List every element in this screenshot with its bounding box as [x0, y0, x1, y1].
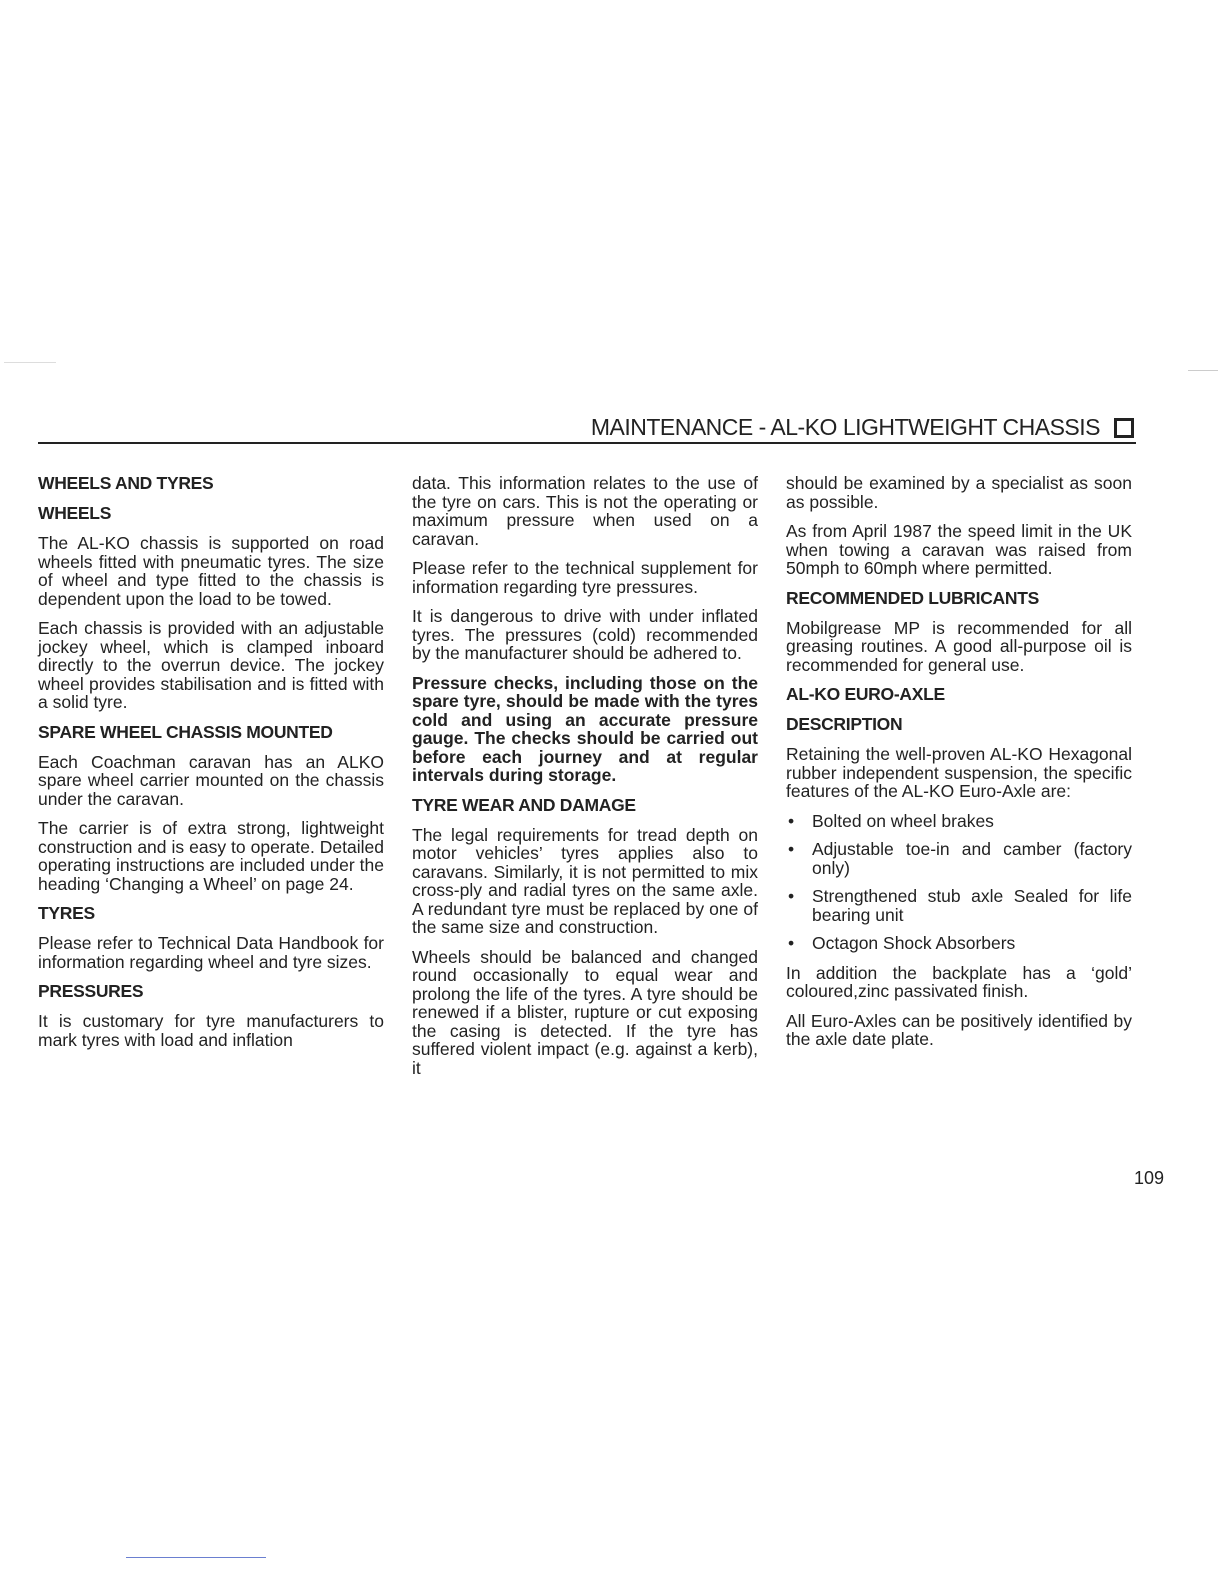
scan-edge-mark — [1188, 370, 1218, 371]
list-item: • Adjustable toe-in and camber (factory only) — [786, 840, 1132, 877]
list-item: • Octagon Shock Absorbers — [786, 934, 1132, 953]
paragraph: Mobilgrease MP is recommended for all greasing routines. A good all-purpose oil is recommended for general use. — [786, 617, 1132, 675]
paragraph: Please refer to Technical Data Handbook for information regarding wheel and tyre sizes. — [38, 933, 384, 972]
heading-tyres: TYRES — [38, 903, 95, 923]
scan-edge-mark — [4, 362, 56, 363]
paragraph: The legal requirements for tread depth on motor vehicles’ tyres applies also to caravans. Similarly, it is not permitted to mix cross-ply and radial tyres on the same axle. A redundant tyre must be replaced by one of the same size and construction. — [412, 824, 758, 937]
paragraph: should be examined by a specialist as soon as possible. — [786, 473, 1132, 512]
paragraph: All Euro-Axles can be positively identified by the axle date plate. — [786, 1010, 1132, 1049]
heading-spare-wheel: SPARE WHEEL CHASSIS MOUNTED — [38, 721, 333, 742]
paragraph: It is customary for tyre manufacturers to mark tyres with load and inflation — [38, 1011, 384, 1050]
paragraph: It is dangerous to drive with under inflated tyres. The pressures (cold) recommended by the manufacturer should be adhered to. — [412, 606, 758, 663]
paragraph: As from April 1987 the speed limit in the UK when towing a caravan was raised from 50mph to 60mph where permitted. — [786, 521, 1132, 578]
list-item: • Strengthened stub axle Sealed for life bearing unit — [786, 887, 1132, 924]
page-number: 109 — [1134, 1168, 1165, 1188]
column-right — [786, 474, 1132, 1060]
page-title: MAINTENANCE - AL-KO LIGHTWEIGHT CHASSIS — [590, 414, 1100, 440]
paragraph: Retaining the well-proven AL-KO Hexagonal rubber independent suspension, the specific features of the AL-KO Euro-Axle are: — [786, 744, 1132, 801]
square-icon — [1114, 418, 1134, 438]
heading-tyre-wear: TYRE WEAR AND DAMAGE — [412, 794, 636, 815]
heading-lubricants: RECOMMENDED LUBRICANTS — [786, 587, 1039, 608]
heading-pressures: PRESSURES — [38, 981, 144, 1001]
warning-paragraph: Pressure checks, including those on the spare tyre, should be made with the tyres cold and using an accurate pressure gauge. The checks should be carried out before each journey and at regular intervals during storage. — [412, 672, 758, 785]
paragraph: Each chassis is provided with an adjustable jockey wheel, which is clamped inboard directly to the overrun device. The jockey wheel provides stabilisation and is fitted with a solid tyre. — [38, 618, 384, 712]
heading-description: DESCRIPTION — [786, 714, 903, 734]
heading-wheels: WHEELS — [38, 503, 112, 523]
paragraph: Each Coachman caravan has an ALKO spare wheel carrier mounted on the chassis under the caravan. — [38, 751, 384, 809]
paragraph: In addition the backplate has a ‘gold’ coloured,zinc passivated finish. — [786, 962, 1132, 1001]
feature-list — [786, 812, 1132, 953]
heading-wheels-and-tyres: WHEELS AND TYRES — [38, 473, 214, 493]
paragraph: Please refer to the technical supplement for information regarding tyre pressures. — [412, 558, 758, 597]
paragraph: Wheels should be balanced and changed round occasionally to equal wear and prolong the life of the tyres. A tyre should be renewed if a blister, rupture or cut exposing the casing is detected. If the tyre has suffered violent impact (e.g. against a kerb), it — [412, 946, 758, 1078]
list-item: • Bolted on wheel brakes — [786, 812, 1132, 831]
column-left — [38, 474, 384, 1060]
paragraph: The AL-KO chassis is supported on road wheels fitted with pneumatic tyres. The size of wheel and type fitted to the chassis is dependent upon the load to be towed. — [38, 533, 384, 609]
paragraph: The carrier is of extra strong, lightweight construction and is easy to operate. Detailed operating instructions are included under the heading ‘Changing a Wheel’ on page 24. — [38, 818, 384, 894]
heading-euro-axle: AL-KO EURO-AXLE — [786, 684, 945, 704]
page-header — [38, 410, 1136, 444]
column-middle — [412, 474, 758, 1088]
scan-artifact-line — [126, 1557, 266, 1558]
paragraph: data. This information relates to the use of the tyre on cars. This is not the operating or maximum pressure when used on a caravan. — [412, 473, 758, 549]
